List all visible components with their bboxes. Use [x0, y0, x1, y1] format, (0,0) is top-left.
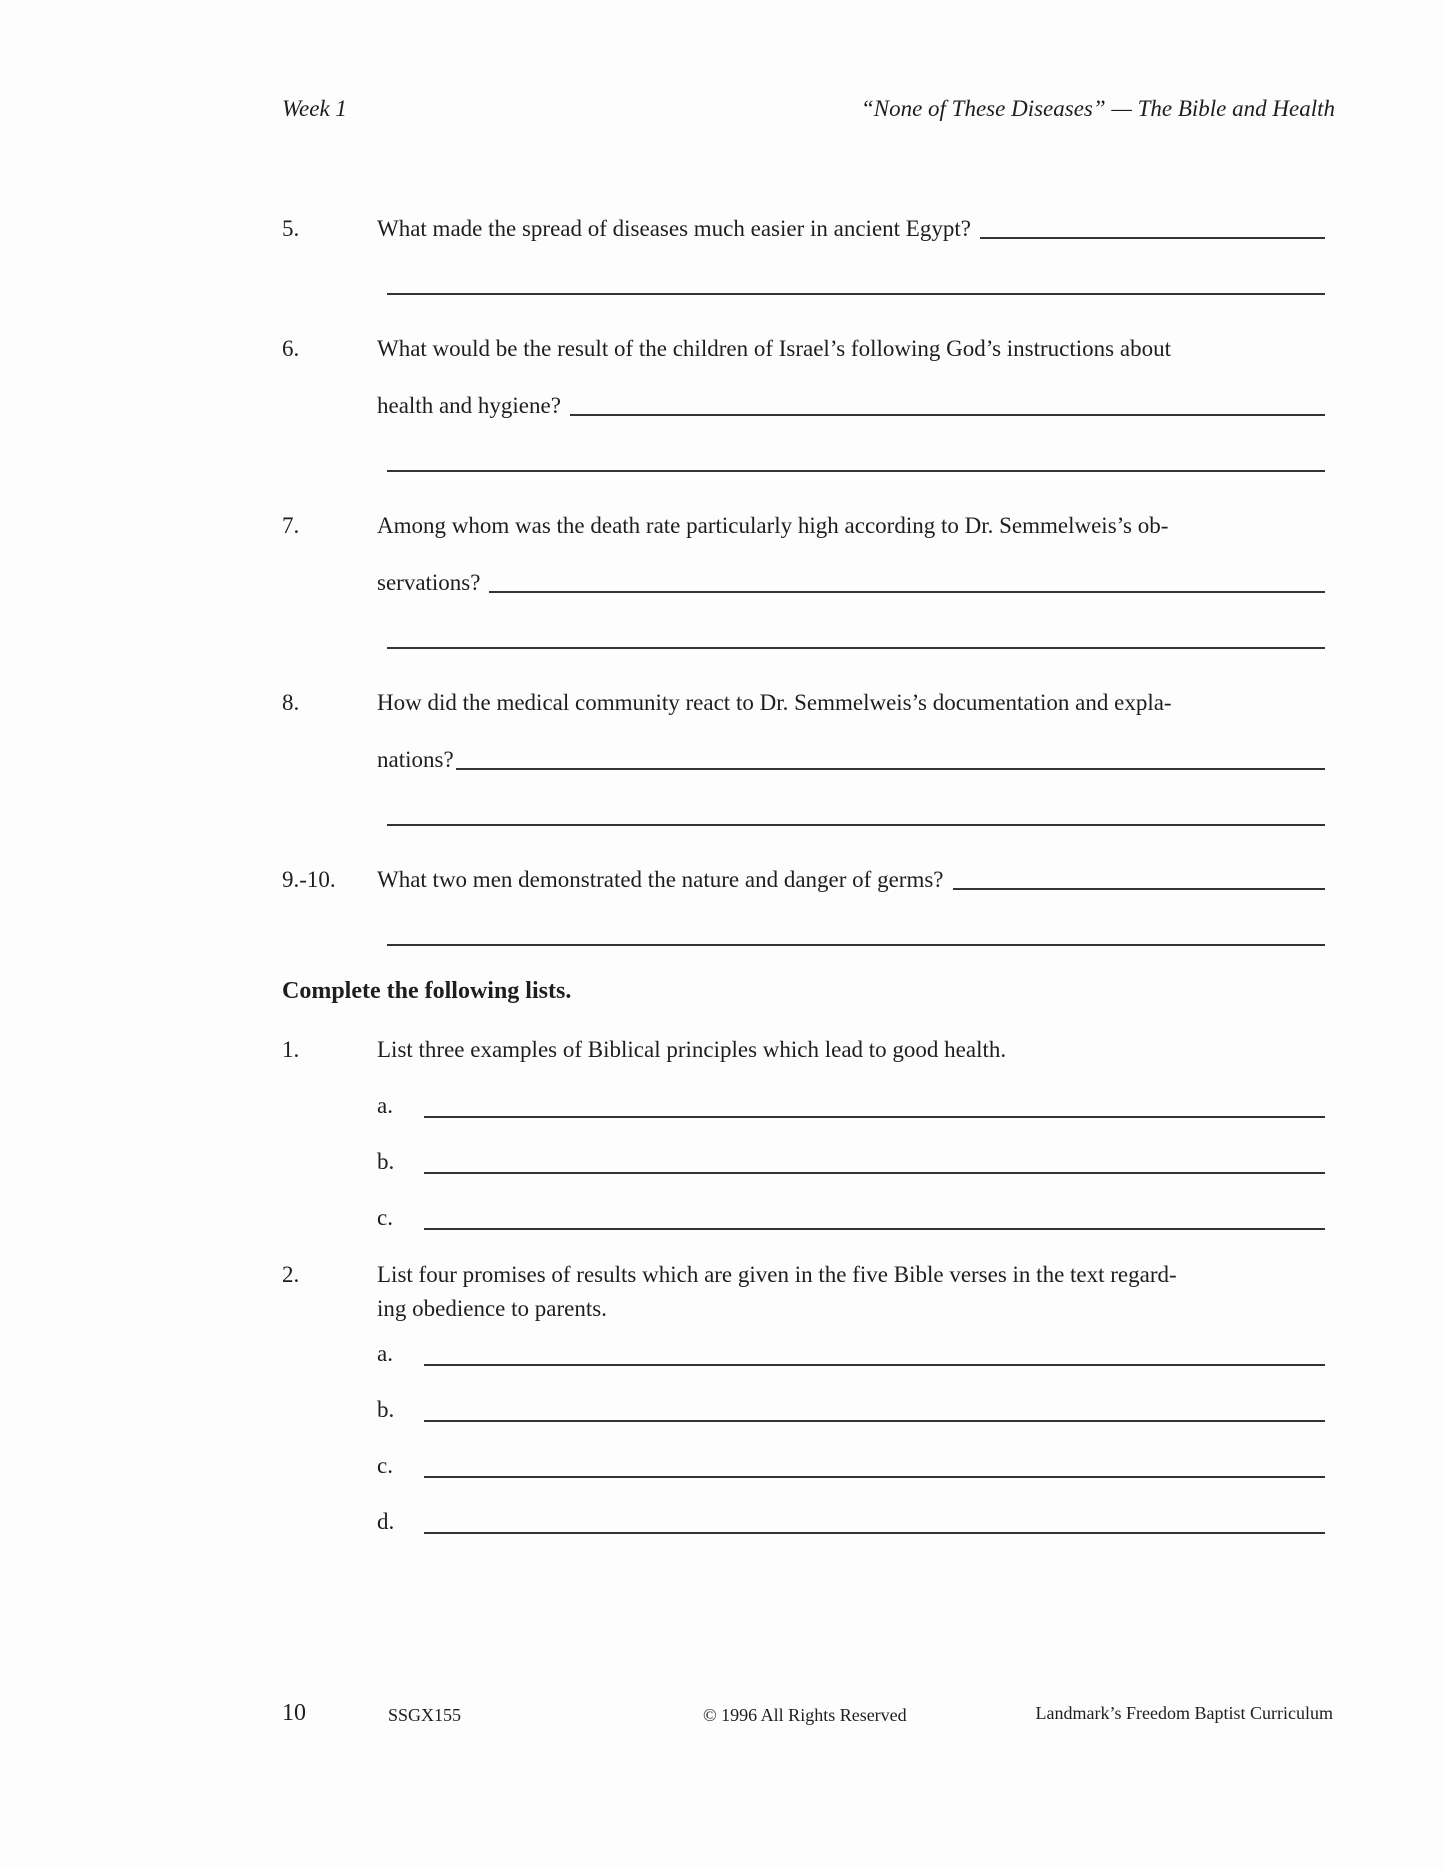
- questions-section: [282, 200, 1325, 1550]
- list-item-label: c.: [377, 1205, 393, 1230]
- week-label: Week 1: [282, 96, 347, 121]
- question-block: [282, 674, 1325, 826]
- question-row: [282, 320, 1325, 377]
- indent-spacer: [282, 1494, 377, 1550]
- answer-line: [424, 1078, 1325, 1118]
- page-number: 10: [282, 1700, 306, 1726]
- list-prompt-row: [282, 1258, 1325, 1292]
- publisher-name: Landmark’s Freedom Baptist Curriculum: [1035, 1703, 1333, 1723]
- question-block: [282, 851, 1325, 946]
- list-number: 1.: [282, 1037, 300, 1062]
- indent-spacer: [282, 1134, 377, 1190]
- question-block: [282, 497, 1325, 649]
- question-row: [282, 497, 1325, 554]
- section-heading: Complete the following lists.: [282, 978, 572, 1004]
- question-number: 8.: [282, 690, 300, 715]
- question-text: What made the spread of diseases much easier in ancient Egypt?: [377, 216, 971, 241]
- question-row: [282, 200, 1325, 257]
- question-text: What two men demonstrated the nature and danger of germs?: [377, 867, 944, 892]
- list-prompt: List three examples of Biblical principles which lead to good health.: [377, 1037, 1007, 1062]
- list-item-label: a.: [377, 1093, 393, 1118]
- answer-line: [456, 731, 1325, 770]
- list-item: [282, 1438, 1325, 1494]
- question-row: [282, 674, 1325, 731]
- answer-line: [424, 1326, 1325, 1366]
- answer-line: [387, 944, 1325, 946]
- question-text: health and hygiene?: [377, 393, 561, 418]
- question-row: [282, 851, 1325, 908]
- list-item-label: c.: [377, 1453, 393, 1478]
- answer-line: [424, 1382, 1325, 1422]
- list-item: [282, 1134, 1325, 1190]
- question-number: 9.-10.: [282, 867, 336, 892]
- indent-spacer: [282, 1382, 377, 1438]
- question-number: 5.: [282, 216, 300, 241]
- answer-line: [570, 377, 1325, 416]
- list-item: [282, 1190, 1325, 1246]
- indent-spacer: [282, 1326, 377, 1382]
- list-prompt-row: [282, 1292, 1325, 1326]
- question-row: [282, 377, 1325, 434]
- answer-line: [424, 1190, 1325, 1230]
- answer-line: [387, 293, 1325, 295]
- indent-spacer: [282, 1438, 377, 1494]
- list-item: [282, 1326, 1325, 1382]
- question-block: [282, 200, 1325, 295]
- question-row: [282, 731, 1325, 788]
- indent-spacer: [282, 1190, 377, 1246]
- answer-line: [980, 200, 1325, 239]
- page-footer: [282, 1700, 1333, 1740]
- list-number: 2.: [282, 1262, 300, 1287]
- list-prompt: List four promises of results which are given in the five Bible verses in the text regard-: [377, 1262, 1177, 1287]
- list-item: [282, 1382, 1325, 1438]
- indent-spacer: [282, 1078, 377, 1134]
- list-prompt-row: [282, 1021, 1325, 1078]
- question-text: What would be the result of the children of Israel’s following God’s instructions about: [377, 336, 1171, 361]
- catalog-code: SSGX155: [388, 1705, 462, 1725]
- indent-spacer: [282, 554, 377, 611]
- indent-spacer: [282, 377, 377, 434]
- list-item-label: b.: [377, 1397, 395, 1422]
- question-text: Among whom was the death rate particularly high according to Dr. Semmelweis’s ob-: [377, 513, 1169, 538]
- answer-line: [424, 1494, 1325, 1534]
- list-item-label: a.: [377, 1341, 393, 1366]
- question-number: 6.: [282, 336, 300, 361]
- answer-line: [387, 647, 1325, 649]
- answer-line: [489, 554, 1325, 593]
- answer-line: [387, 470, 1325, 472]
- answer-line: [424, 1438, 1325, 1478]
- list-prompt: ing obedience to parents.: [377, 1296, 607, 1321]
- indent-spacer: [282, 731, 377, 788]
- answer-line: [387, 824, 1325, 826]
- list-block: [282, 1258, 1325, 1550]
- list-block: [282, 1021, 1325, 1246]
- copyright-notice: © 1996 All Rights Reserved: [703, 1705, 907, 1725]
- answer-line: [953, 851, 1326, 890]
- list-item-label: b.: [377, 1149, 395, 1174]
- page-header: [282, 96, 1335, 122]
- document-title: “None of These Diseases” — The Bible and Health: [860, 96, 1335, 121]
- answer-line: [424, 1134, 1325, 1174]
- question-text: servations?: [377, 570, 481, 595]
- list-item: [282, 1494, 1325, 1550]
- question-number: 7.: [282, 513, 300, 538]
- question-block: [282, 320, 1325, 472]
- list-item-label: d.: [377, 1509, 395, 1534]
- question-text: nations?: [377, 747, 454, 772]
- indent-spacer: [282, 1292, 377, 1326]
- question-text: How did the medical community react to Dr. Semmelweis’s documentation and expla-: [377, 690, 1172, 715]
- list-item: [282, 1078, 1325, 1134]
- question-row: [282, 554, 1325, 611]
